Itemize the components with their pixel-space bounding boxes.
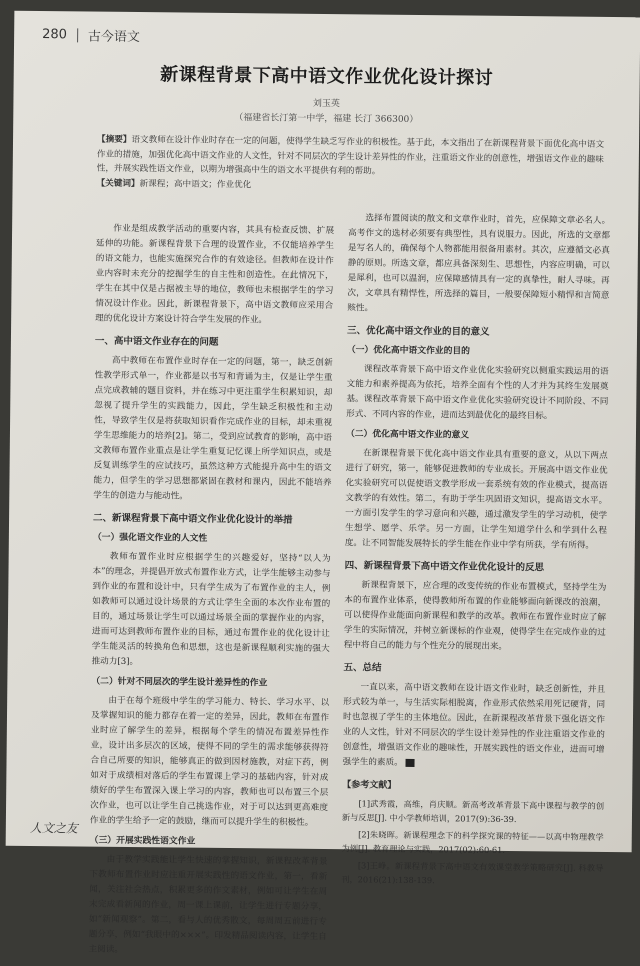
section-heading: 四、新课程背景下高中语文作业优化设计的反思 <box>344 560 545 574</box>
subsection-heading: （三）开展实践性语文作业 <box>89 835 196 847</box>
abstract-text: 语文教师在设计作业时存在一定的问题，使得学生缺乏写作业的积极性。基于此，本文指出了在新课程背景下面优化高中语文作业的措施，加强优化高中语文作业的人文性，针对不同层次的学生设计差异性的作业，注重语文作业的创意性，增强语文作业的趣味性，并展实践性语文作业，以期为增强高中生的语文水平提供有利的帮助。 <box>96 134 605 177</box>
paragraph: 由于教学实践能让学生快速的掌握知识，新课程改革背景下教师布置作业时应注重开展实践性的语文作业，第一，看新闻，关注社会热点，积累更多的作文素材，例如可让学生在周末完成看新闻的作业，周一课上课前，让学生进行专题分享，如“新闻观察”。第二，看与人的优秀散文，每周周五前进行专题分享，例如“我眼中的×××”。印发精品阅读内容，让学生自主阅读。 <box>88 854 328 955</box>
paragraph: 课程改革背景下高中语文作业优化实验研究以侧重实践运用的语文能力和素养提高为依托，培养全面有个性的人才并为其终生发展奠基。课程改革背景下高中语文作业优化实验研究设计不同阶段、不同形式、不同内容的作业，进而达到最优化的最终目标。 <box>346 364 609 422</box>
subsection-heading: （二）针对不同层次的学生设计差异性的作业 <box>91 676 268 689</box>
page-header <box>42 25 140 45</box>
journal-name: 古今语文 <box>87 29 141 46</box>
section-heading: 三、优化高中语文作业的目的意义 <box>346 325 490 338</box>
paragraph: 一直以来，高中语文教师在设计语文作业时，缺乏创新性，并且形式较为单一，与生活实际相脱离，作业形式依然采用死记硬背，同时也忽视了学生的主体地位。因此，在新课程改革背景下强化语文作业的人文性，针对不同层次的学生设计差异性的作业注重语文作业的创意性，增强语文作业的趣味性，开展实践性的语文作业，进而可增强学生的素质。 <box>342 682 606 768</box>
keywords-label: 【关键词】 <box>96 178 140 189</box>
abstract-block <box>97 133 608 196</box>
paragraph: 在新课程背景下优化高中语文作业具有重要的意义，从以下两点进行了研究，第一，能够促进教师的专业成长。开展高中语文作业优化实验研究可以促使语文教学形成一套系统有效的作业模式，提高语文教学的有效性。第二，有助于学生巩固语文知识，提高语文水平。一方面引发学生的学习意向和兴趣，通过激发学生的学习动机，使学生想学、愿学、乐学。另一方面，让学生知道学什么和学到什么程度。让不同智能发展特长的学生能在作业中学有所获，学有所得。 <box>344 448 608 551</box>
subsection-heading: （二）优化高中语文作业的意义 <box>345 429 470 441</box>
subsection-heading: （一）强化语文作业的人文性 <box>92 532 208 544</box>
section-heading: 五、总结 <box>343 662 382 674</box>
references-list <box>341 796 604 889</box>
header-divider <box>77 28 78 42</box>
right-column <box>342 211 610 773</box>
right-column-wrap <box>341 211 610 892</box>
references-title: 【参考文献】 <box>342 780 397 791</box>
paragraph: 新课程背景下，应合理的改变传统的作业布置模式，坚持学生为本的布置作业体系，使得教师所布置的作业能够面向新课改的浪潮，可以使得作业能面向新课程和教学的改革。教师在布置作业时应了解学生的实际情况，并树立新课标的作业观，使得学生在完成作业的过程中将自己的能力与个性充分的展现出来。 <box>343 580 607 652</box>
reference-item: [1]武秀霞，高维，肖庆顺。新高考改革背景下高中课程与教学的创新与反思[J]. 中小学教师培训，2017(9):36-39. <box>341 798 605 825</box>
section-heading: 二、新课程背景下高中语文作业优化设计的举措 <box>93 512 293 526</box>
reference-item: [3]王峥。新课程背景下高中语文有效课堂教学策略研究[J]. 科教导刊，2016(21):138-139. <box>341 860 604 886</box>
page-footer: 人文之友 <box>29 820 78 836</box>
abstract <box>97 133 607 182</box>
paragraph: 作业是组成教学活动的重要内容，其具有检查反馈、扩展延伸的功能。新课程背景下合理的设置作业，不仅能培养学生的语文能力，也能实施探究合作的有效途径。但教师在设计作业内容时未充分的挖掘学生的自主性和创造性。在此情况下，学生在其中仅是占据被主导的地位，教师也未根据学生的学习情况设计作业。因此，新课程背景下，高中语文教师应采用合理的优化设计方案设计符合学生发展的作业。 <box>95 223 335 326</box>
article-title: 新课程背景下高中语文作业优化设计探讨 <box>160 64 494 89</box>
left-column <box>88 222 334 963</box>
paragraph: 高中教师在布置作业时存在一定的问题，第一，缺乏创新性教学形式单一，作业都是以书写和背诵为主，仅是让学生重点完成教辅的题目资料，并在练习中更注重学生积累知识，却忽视了提升学生的实践能力，因此，学生缺乏积极性和主动性，导致学生仅是将获取知识看作完成作业的目标，却未重视学生思维能力的培养[2]。第二，受到应试教育的影响，高中语文教师布置作业重点是让学生重复记忆课上所学知识点，或是反复训练学生的应试技巧，虽然这种方式能提升高中生的语文能力，但学生的学习思想都紧固在教材和课内，因此不能培养学生的创造力与能动性。 <box>93 355 333 502</box>
page-number: 280 <box>42 27 68 43</box>
article-author: 刘玉英 <box>312 98 340 110</box>
paragraph: 教师布置作业时应根据学生的兴趣爱好，坚持“以人为本”的理念，并提倡开放式布置作业方式，让学生能够主动参与到作业的布置和设计中，只有学生成为了布置作业的主人，例如教师可以通过设计场景的方式让学生全面的本次作业布置的目的，通过场景让学生可以通过场景全面的掌握作业的内容，进而可达到教师布置作业的目标，通过布置作业的优化设计让学生能灵活的转换角色和思想，这也是新课程顺利实施的强大推动力[3]。 <box>91 551 331 668</box>
paragraph: 选择布置阅读的散文和文章作业时，首先，应保障文章必名人。高考作文的选材必须要有典型性，具有说服力。因此，所选的文章都是写名人的，确保每个人物都能用很备用素材。其次，应遵循文必真静的原则。所选文章，都应具备深刻生、思想性，内容应明确，可以是犀利，也可以温润，应保障感情具有一定的真挚性，耐人寻味。再次，文章具有精悍性，所选择的篇目，一般要保障短小精悍和言简意赅性。 <box>347 213 611 314</box>
subsection-heading: （一）优化高中语文作业的目的 <box>346 345 471 357</box>
article-affiliation: （福建省长汀第一中学，福建 长汀 366300） <box>234 113 419 125</box>
end-mark-icon <box>406 758 415 766</box>
abstract-label: 【摘要】 <box>96 134 132 145</box>
section-heading: 一、高中语文作业存在的问题 <box>94 335 219 348</box>
journal-page <box>6 11 640 955</box>
keywords-text: 新课程；高中语文；作业优化 <box>139 178 252 190</box>
reference-item: [2]朱晓晖。新课程理念下的科学探究课的特征——以高中物理教学为例[J]. 教育理论与实践，2017(02):60-61. <box>341 829 604 855</box>
paragraph: 由于在每个班级中学生的学习能力、特长、学习水平、以及掌握知识的能力都存在着一定的差异，因此，教师在布置作业时应了解学生的差异，根据每个学生的情况布置差异性作业，设计出多层次的区域，使得不同的学生的需求能够获得符合自己所要的知识，能够真正的做到因材施教，对症下药，例如对于成绩相对落后的学生布置课上学习的基础内容，针对成绩好的学生布置深入课上学习的内容，教师也可以布置三个层次作业，也可以让学生自己挑选作业，对于可以达到更高难度作业的学生给予一定的鼓励，继而可以提升学生的积极性。 <box>89 695 330 828</box>
